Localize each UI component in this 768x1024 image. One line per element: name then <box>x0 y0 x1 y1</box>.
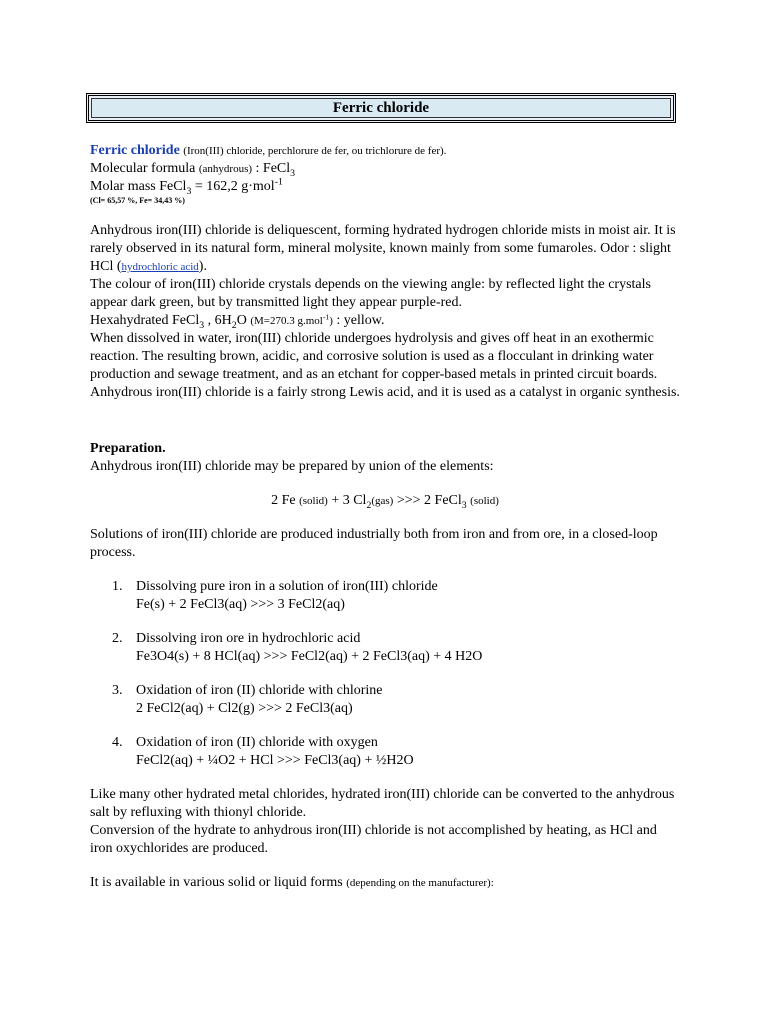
description-p1 <box>90 222 680 276</box>
step-equation: Fe(s) + 2 FeCl3(aq) >>> 3 FeCl2(aq) <box>136 597 345 612</box>
hexahydrate-sub2: 2 <box>231 319 237 331</box>
eq-fe-state: (solid) <box>299 495 328 507</box>
intro-lead: Ferric chloride <box>90 143 180 158</box>
hexahydrate-mass-note <box>250 312 333 327</box>
description-p4: When dissolved in water, iron(III) chloride undergoes hydrolysis and gives off heat in an exothermic reaction. The resulting brown, acidic, and corrosive solution is used as a flocculant in drinking water production and sewage treatment, and as an etchant for copper-based metals in printed circuit boards. Anhydrous iron(III) chloride is a fairly strong Lewis acid, and it is used as a catalyst in organic synthesis. <box>90 331 680 400</box>
heating-text: Conversion of the hydrate to anhydrous iron(III) chloride is not accomplished by heating, as HCl and iron oxychlorides are produced. <box>90 823 657 856</box>
hexahydrate-colour: : yellow. <box>336 313 385 328</box>
title-box <box>86 93 676 123</box>
molecular-formula-value: FeCl <box>262 161 291 176</box>
step-equation: FeCl2(aq) + ¼O2 + HCl >>> FeCl3(aq) + ½H2O <box>136 753 414 768</box>
list-item <box>90 682 680 718</box>
description-p2: The colour of iron(III) chloride crystals depends on the viewing angle: by reflected light the crystals appear dark green, but by transmitted light they appear purple-red. <box>90 277 651 310</box>
composition: (Cl= 65,57 %, Fe= 34,43 %) <box>90 196 185 205</box>
hexahydrate-label: Hexahydrated FeCl <box>90 313 200 328</box>
forms-text: It is available in various solid or liquid forms <box>90 875 343 890</box>
list-item <box>90 578 680 614</box>
step-equation: 2 FeCl2(aq) + Cl2(g) >>> 2 FeCl3(aq) <box>136 701 353 716</box>
description-p1-end: ). <box>198 259 207 274</box>
list-number: 4. <box>112 735 123 750</box>
eq-cl-state: (gas) <box>371 495 394 507</box>
intro-line-1 <box>90 142 680 160</box>
hexahydrate-water: , 6H <box>204 313 232 328</box>
list-number: 3. <box>112 683 123 698</box>
step-text: Dissolving pure iron in a solution of iron(III) chloride <box>136 579 438 594</box>
eq-cl-sub: 2 <box>366 499 372 511</box>
list-number: 2. <box>112 631 123 646</box>
intro-block <box>90 142 680 206</box>
synthesis-equation <box>90 492 680 510</box>
molar-mass-value: = 162,2 g·mol <box>194 179 275 194</box>
description-p1-text: Anhydrous iron(III) chloride is deliquescent, forming hydrated hydrogen chloride mists in moist air. It is rarely observed in its natural form, mineral molysite, known mainly from some fumaroles. Odor : slight HCl ( <box>90 223 676 274</box>
forms-note: (depending on the manufacturer): <box>346 877 494 889</box>
step-text: Dissolving iron ore in hydrochloric acid <box>136 631 361 646</box>
molecular-formula-sub: 3 <box>290 167 296 179</box>
molar-mass-sub: 3 <box>186 185 192 197</box>
molecular-formula-line <box>90 160 680 178</box>
page-title: Ferric chloride <box>332 100 430 116</box>
step-equation: Fe3O4(s) + 8 HCl(aq) >>> FeCl2(aq) + 2 FeCl3(aq) + 4 H2O <box>136 649 483 664</box>
eq-fecl3-state: (solid) <box>470 495 499 507</box>
molar-mass-line <box>90 178 680 196</box>
eq-fecl3-sub: 3 <box>461 499 467 511</box>
molecular-formula-label: Molecular formula <box>90 161 196 176</box>
preparation-heading: Preparation. <box>90 441 166 456</box>
eq-fe: 2 Fe <box>271 493 296 508</box>
molar-mass-label: Molar mass FeCl <box>90 179 187 194</box>
eq-cl: + 3 Cl <box>331 493 367 508</box>
hydrochloric-acid-link[interactable]: hydrochloric acid <box>121 261 199 273</box>
preparation-block <box>90 440 680 892</box>
list-number: 1. <box>112 579 123 594</box>
hexahydrate-o: O <box>236 313 247 328</box>
hexahydrate-mass-sup: -1 <box>322 312 330 322</box>
preparation-intro: Anhydrous iron(III) chloride may be prepared by union of the elements: <box>90 459 494 474</box>
list-item <box>90 734 680 770</box>
industrial-text: Solutions of iron(III) chloride are produced industrially both from iron and from ore, in a closed-loop process. <box>90 527 658 560</box>
step-text: Oxidation of iron (II) chloride with chlorine <box>136 683 383 698</box>
hexahydrate-mass-end: ) <box>329 315 333 327</box>
forms-line <box>90 874 680 892</box>
description-p3 <box>90 312 680 330</box>
molecular-formula-sep: : <box>255 161 260 176</box>
intro-aka: (Iron(III) chloride, perchlorure de fer, ou trichlorure de fer). <box>183 145 447 157</box>
thionyl-text: Like many other hydrated metal chlorides, hydrated iron(III) chloride can be converted to the anhydrous salt by refluxing with thionyl chloride. <box>90 787 675 820</box>
hexahydrate-mass: (M=270.3 g.mol <box>250 315 323 327</box>
list-item <box>90 630 680 666</box>
description-block <box>90 222 680 402</box>
molecular-formula-note: (anhydrous) <box>198 163 253 175</box>
molar-mass-sup: -1 <box>274 176 283 188</box>
eq-fecl3: >>> 2 FeCl <box>396 493 462 508</box>
step-text: Oxidation of iron (II) chloride with oxygen <box>136 735 378 750</box>
hexahydrate-sub1: 3 <box>199 319 205 331</box>
process-list <box>90 578 680 770</box>
